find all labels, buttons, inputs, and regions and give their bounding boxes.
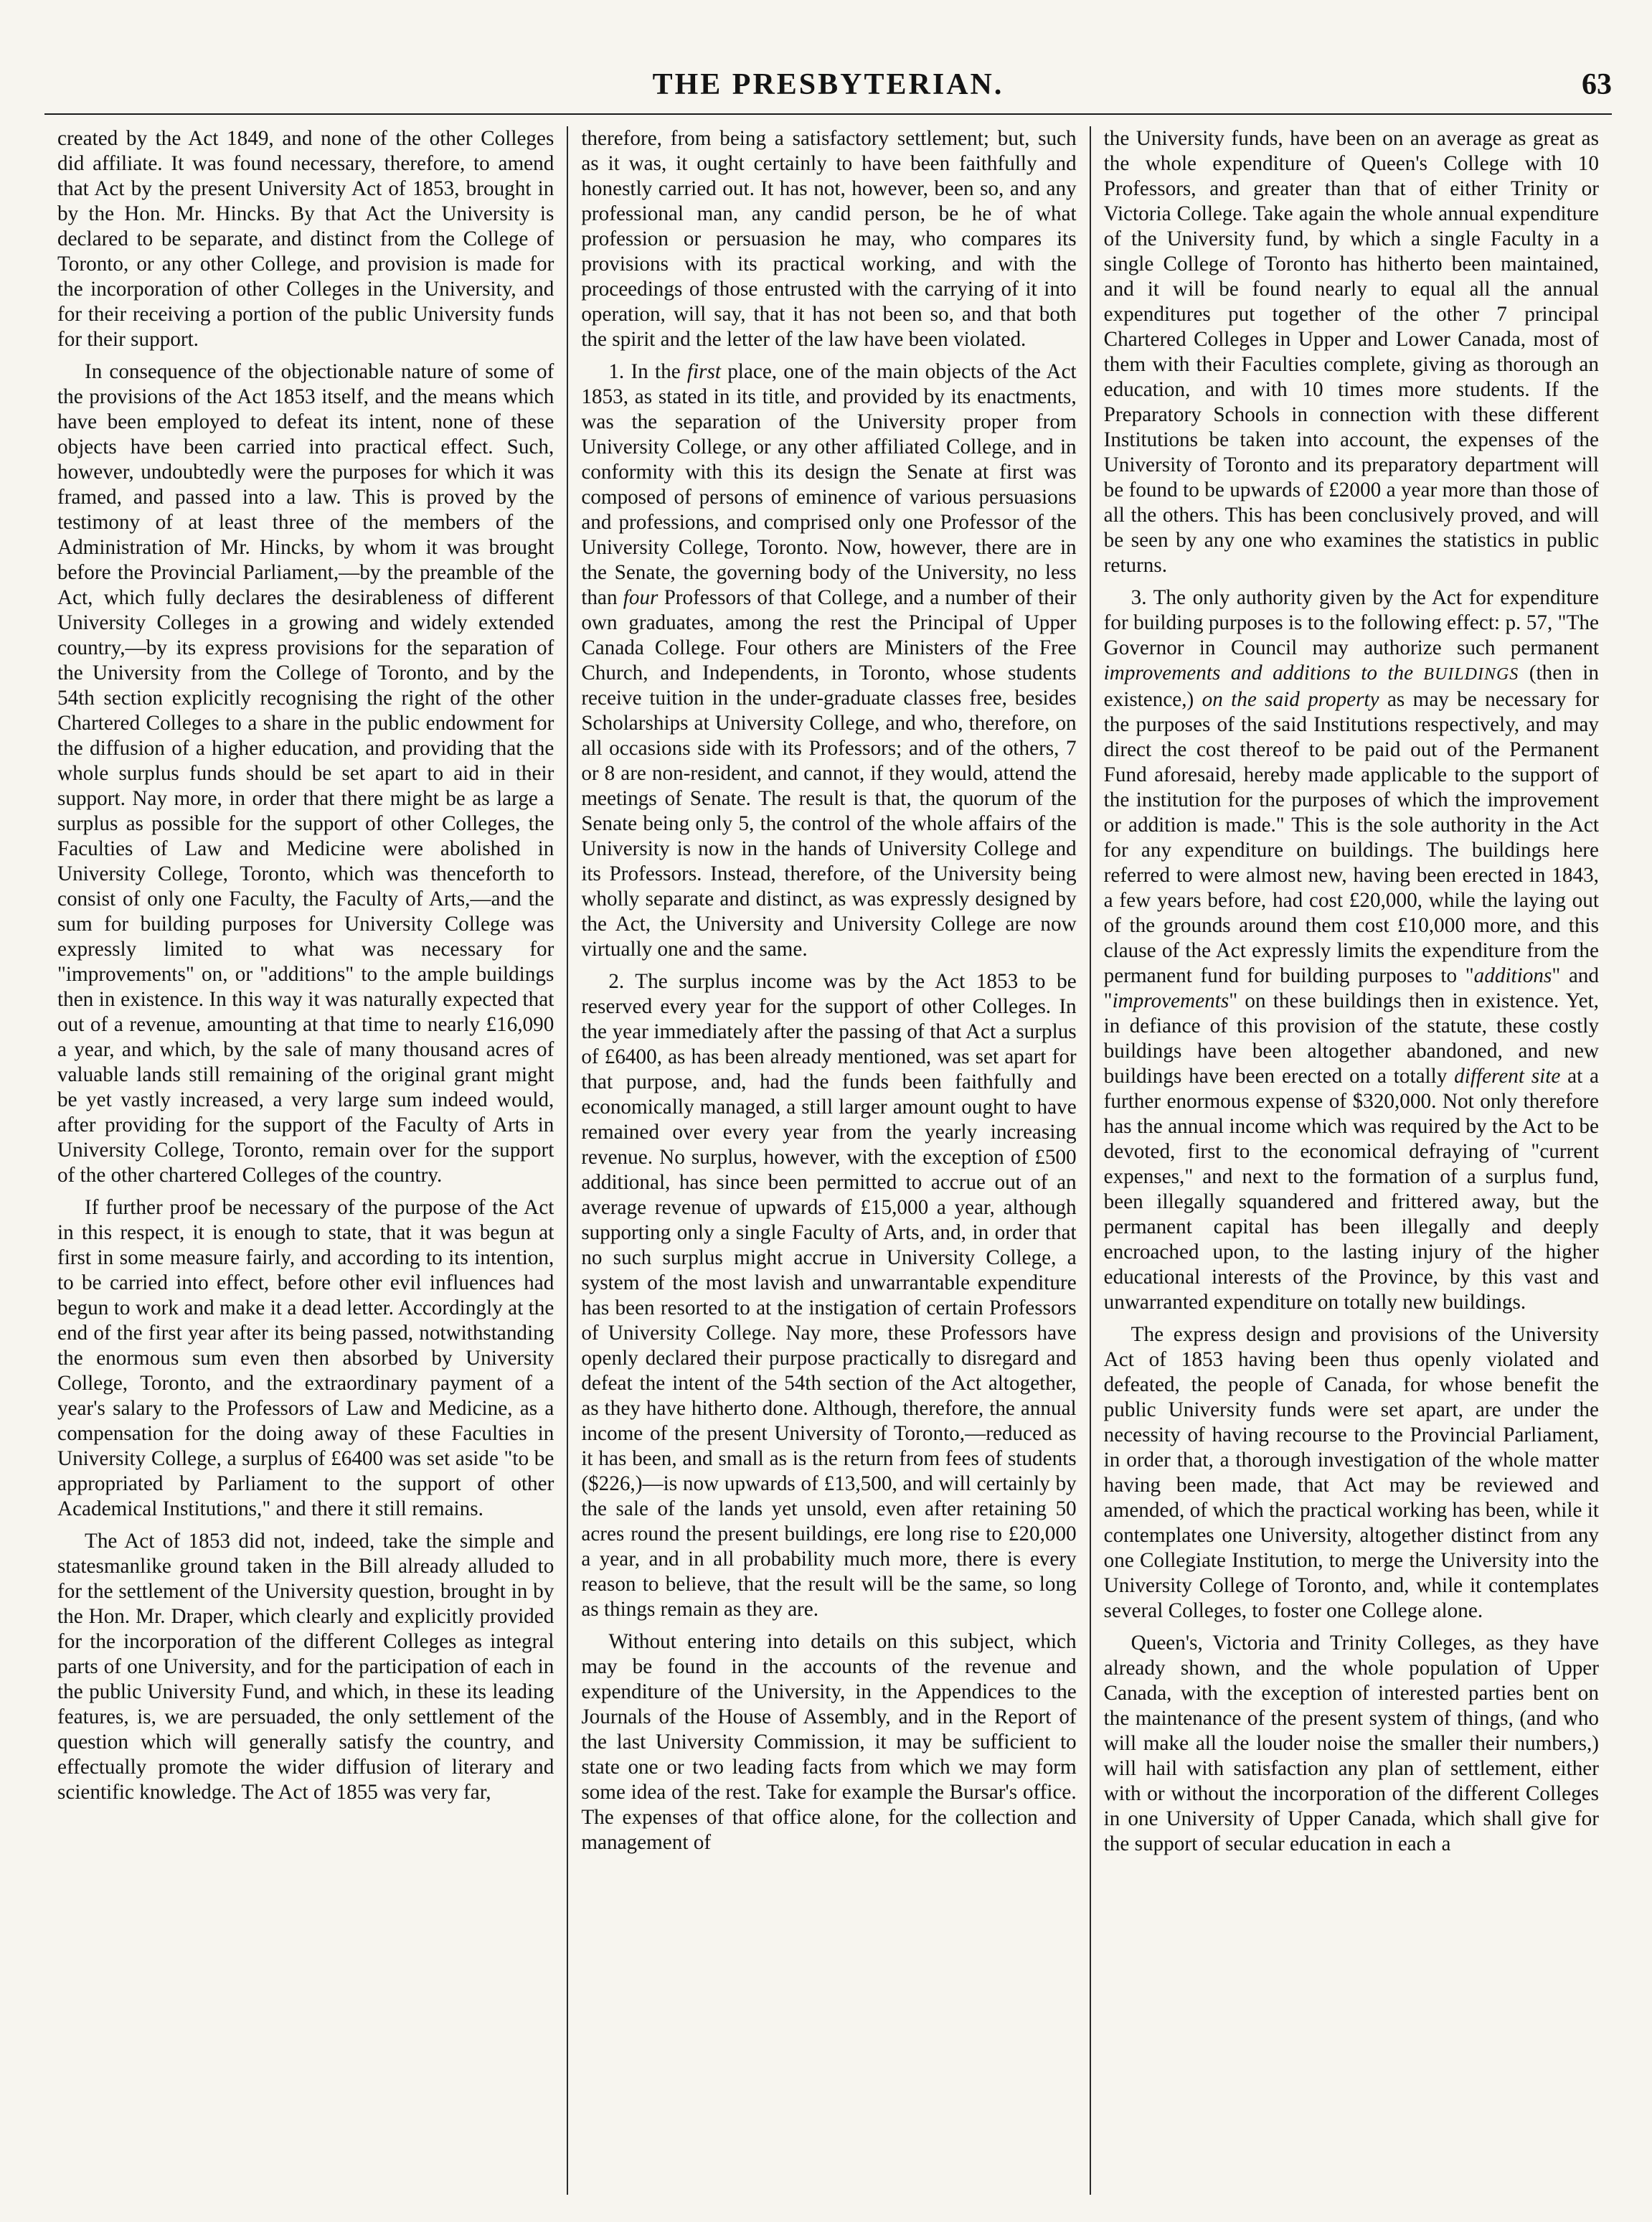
- column-3: [1090, 126, 1612, 2195]
- italic-text: improvements and additions to the: [1103, 662, 1414, 684]
- column-1: [44, 126, 567, 2195]
- text-run: (then in existence,): [1103, 662, 1599, 711]
- page-number: 63: [1582, 68, 1612, 101]
- running-header: [44, 62, 1612, 115]
- paragraph: The express design and provisions of the University Act of 1853 having been thus openly violated and defeated, the people of Canada, for whose benefit the public University funds were set apart, are under the necessity of having recourse to the Provincial Parliament, in order that, a thorough investigation of the whole matter having been made, that Act may be reviewed and amended, of which the practical working has been, while it contemplates one University, altogether distinct from any one Collegiate Institution, to merge the University into the University College of Toronto, and, while it contemplates several Colleges, to foster one College alone.: [1103, 1323, 1599, 1622]
- paragraph: The Act of 1853 did not, indeed, take the simple and statesmanlike ground taken in the Bill already alluded to for the settlement of the University question, brought in by the Hon. Mr. Draper, which clearly and explicitly provided for the incorporation of the different Colleges as integral parts of one University, and for the participation of each in the public University Fund, and which, in these its leading features, is, we are persuaded, the only settlement of the question which will generally satisfy the country, and effectually promote the wider diffusion of literary and scientific knowledge. The Act of 1855 was very far,: [57, 1530, 554, 1804]
- italic-text: different site: [1454, 1065, 1561, 1088]
- text-run: 1. In the: [608, 360, 687, 383]
- paragraph: the University funds, have been on an average as great as the whole expenditure of Queen's College with 10 Professors, and greater than that of either Trinity or Victoria College. Take again the whole annual expenditure of the University fund, by which a single Faculty in a single College of Toronto has hitherto been maintained, and it will be found nearly to equal all the annual expenditures put together of the other 7 principal Chartered Colleges in Upper and Lower Canada, most of them with their Faculties complete, giving as thorough an education, and with 10 times more students. If the Preparatory Schools in connection with these different Institutions be taken into account, the expenses of the University of Toronto and its preparatory department will be found to be upwards of £2000 a year more than those of all the others. This has been conclusively proved, and will be seen by any one who examines the statistics in public returns.: [1103, 127, 1599, 577]
- paragraph: In consequence of the objectionable nature of some of the provisions of the Act 1853 itself, and the means which have been employed to defeat its intent, none of these objects have been carried into practical effect. Such, however, undoubtedly were the purposes for which it was framed, and passed into a law. This is proved by the testimony of at least three of the members of the Administration of Mr. Hincks, by whom it was brought before the Provincial Parliament,—by the preamble of the Act, which fully declares the desirableness of different University Colleges in a growing and widely extended country,—by its express provisions for the separation of the University from the College of Toronto, and by the 54th section explicitly recognising the right of the other Chartered Colleges to a share in the public endowment for the diffusion of a higher education, and providing that the whole surplus funds should be set apart to aid in their support. Nay more, in order that there might be as large a surplus as possible for the support of other Colleges, the Faculties of Law and Medicine were abolished in University College, Toronto, which was thenceforth to consist of only one Faculty, the Faculty of Arts,—and the sum for building purposes for University College was expressly limited to what was necessary for "improvements" on, or "additions" to the ample buildings then in existence. In this way it was naturally expected that out of a revenue, amounting at that time to nearly £16,090 a year, and which, by the sale of many thousand acres of valuable lands still remaining of the original grant might be yet vastly increased, a very large sum indeed would, after providing for the support of the Faculty of Arts in University College, Toronto, remain over for the support of the other chartered Colleges of the country.: [57, 360, 554, 1187]
- text-run: 3. The only authority given by the Act for expenditure for building purposes is to the following effect: p. 57, "The Governor in Council may authorize such permanent: [1103, 586, 1599, 659]
- publication-title: THE PRESBYTERIAN.: [652, 68, 1004, 101]
- paragraph: created by the Act 1849, and none of the other Colleges did affiliate. It was found necessary, therefore, to amend that Act by the present University Act of 1853, brought in by the Hon. Mr. Hincks. By that Act the University is declared to be separate, and distinct from the College of Toronto, or any other College, and provision is made for the incorporation of other Colleges in the University, and for their receiving a portion of the public University funds for their support.: [57, 127, 554, 351]
- paragraph: [1104, 585, 1599, 1315]
- small-caps-text: BUILDINGS: [1413, 665, 1519, 684]
- italic-text: additions: [1473, 964, 1552, 987]
- italic-text: improvements: [1112, 989, 1229, 1012]
- text-run: Professors of that College, and a number of their own graduates, among the rest the Principal of Upper Canada College. Four others are Ministers of the Free Church, and Independents, in Toronto, whose students receive tuition in the under-graduate classes free, besides Scholarships at University College, and who, therefore, on all occasions side with its Professors; and of the others, 7 or 8 are non-resident, and cannot, if they would, attend the meetings of Senate. The result is that, the quorum of the Senate being only 5, the control of the whole affairs of the University is now in the hands of University College and its Professors. Instead, therefore, of the University being wholly separate and distinct, as was expressly designed by the Act, the University and University College are now virtually one and the same.: [581, 586, 1077, 961]
- column-2: [567, 126, 1089, 2195]
- paragraph: If further proof be necessary of the purpose of the Act in this respect, it is enough to state, that it was begun at first in some measure fairly, and according to its intention, to be carried into effect, before other evil influences had begun to work and make it a dead letter. Accordingly at the end of the first year after its being passed, notwithstanding the enormous sum even then absorbed by University College, Toronto, and the extraordinary payment of a year's salary to the Professors of Law and Medicine, as a compensation for the doing away of these Faculties in University College, a surplus of £6400 was set aside "to be appropriated by Parliament to the support of other Academical Institutions," and there it still remains.: [57, 1196, 554, 1520]
- text-run: " and ": [1103, 964, 1599, 1012]
- text-run: " on these buildings then in existence. Yet, in defiance of this provision of the statute, these costly buildings have been altogether abandoned, and new buildings have been erected on a totally: [1103, 989, 1599, 1088]
- italic-text: on the said property: [1202, 688, 1379, 711]
- paragraph: [581, 359, 1076, 962]
- paragraph: therefore, from being a satisfactory settlement; but, such as it was, it ought certainly to have been faithfully and honestly carried out. It has not, however, been so, and any professional man, any candid person, be he of what profession or persuasion he may, who compares its provisions with its practical working, and with the proceedings of those entrusted with the carrying of it into operation, will say, that it has not been so, and that both the spirit and the letter of the law have been violated.: [581, 127, 1077, 351]
- paragraph: Without entering into details on this subject, which may be found in the accounts of the revenue and expenditure of the University, in the Appendices to the Journals of the House of Assembly, and in the Report of the last University Commission, it may be sufficient to state one or two leading facts from which we may form some idea of the rest. Take for example the Bursar's office. The expenses of that office alone, for the collection and management of: [581, 1630, 1077, 1854]
- article-columns: [44, 126, 1612, 2195]
- italic-text: first: [686, 360, 721, 383]
- text-run: at a further enormous expense of $320,000. Not only therefore has the annual income which was required by the Act to be devoted, first to the economical defraying of "current expenses," and next to the formation of a surplus fund, been illegally squandered and frittered away, but the permanent capital has been illegally and deeply encroached upon, to the lasting injury of the higher educational interests of the Province, by this vast and unwarranted expenditure on totally new buildings.: [1103, 1065, 1599, 1314]
- paragraph: Queen's, Victoria and Trinity Colleges, as they have already shown, and the whole population of Upper Canada, with the exception of interested parties bent on the maintenance of the present system of things, (and who will make all the louder noise the smaller their numbers,) will hail with satisfaction any plan of settlement, either with or without the incorporation of the different Colleges in one University of Upper Canada, which shall give for the support of secular education in each a: [1103, 1632, 1599, 1855]
- paragraph: 2. The surplus income was by the Act 1853 to be reserved every year for the support of other Colleges. In the year immediately after the passing of that Act a surplus of £6400, as has been already mentioned, was set apart for that purpose, and, had the funds been faithfully and economically managed, a still larger amount ought to have remained over every year from the yearly increasing revenue. No surplus, however, with the exception of £500 additional, has since been permitted to accrue out of an average revenue of upwards of £15,000 a year, although supporting only a single Faculty of Arts, and, in order that no such surplus might accrue in University College, a system of the most lavish and unwarrantable expenditure has been resorted to at the instigation of certain Professors of University College. Nay more, these Professors have openly declared their purpose practically to disregard and defeat the intent of the 54th section of the Act altogether, as they have hitherto done. Although, therefore, the annual income of the present University of Toronto,—reduced as it has been, and small as is the return from fees of students ($226,)—is now upwards of £13,500, and will certainly by the sale of the lands yet unsold, even after retaining 50 acres round the present buildings, ere long rise to £20,000 a year, and in all probability much more, there is every reason to believe, that the result will be the same, so long as things remain as they are.: [581, 970, 1077, 1621]
- italic-text: four: [623, 586, 659, 609]
- text-run: as may be necessary for the purposes of the said Institutions respectively, and may direct the cost thereof to be paid out of the Permanent Fund aforesaid, hereby made applicable to the support of the institution for the purposes of which the improvement or addition is made." This is the sole authority in the Act for any expenditure on buildings. The buildings here referred to were almost new, having been erected in 1843, a few years before, had cost £20,000, while the laying out of the grounds around them cost £10,000 more, and this clause of the Act expressly limits the expenditure from the permanent fund for building purposes to ": [1103, 688, 1599, 987]
- text-run: place, one of the main objects of the Act 1853, as stated in its title, and provided by its enactments, was the separation of the University proper from University College, or any other affiliated College, and in conformity with this its design the Senate at first was composed of persons of eminence of various persuasions and professions, and comprised only one Professor of the University College, Toronto. Now, however, there are in the Senate, the governing body of the University, no less than: [581, 360, 1077, 609]
